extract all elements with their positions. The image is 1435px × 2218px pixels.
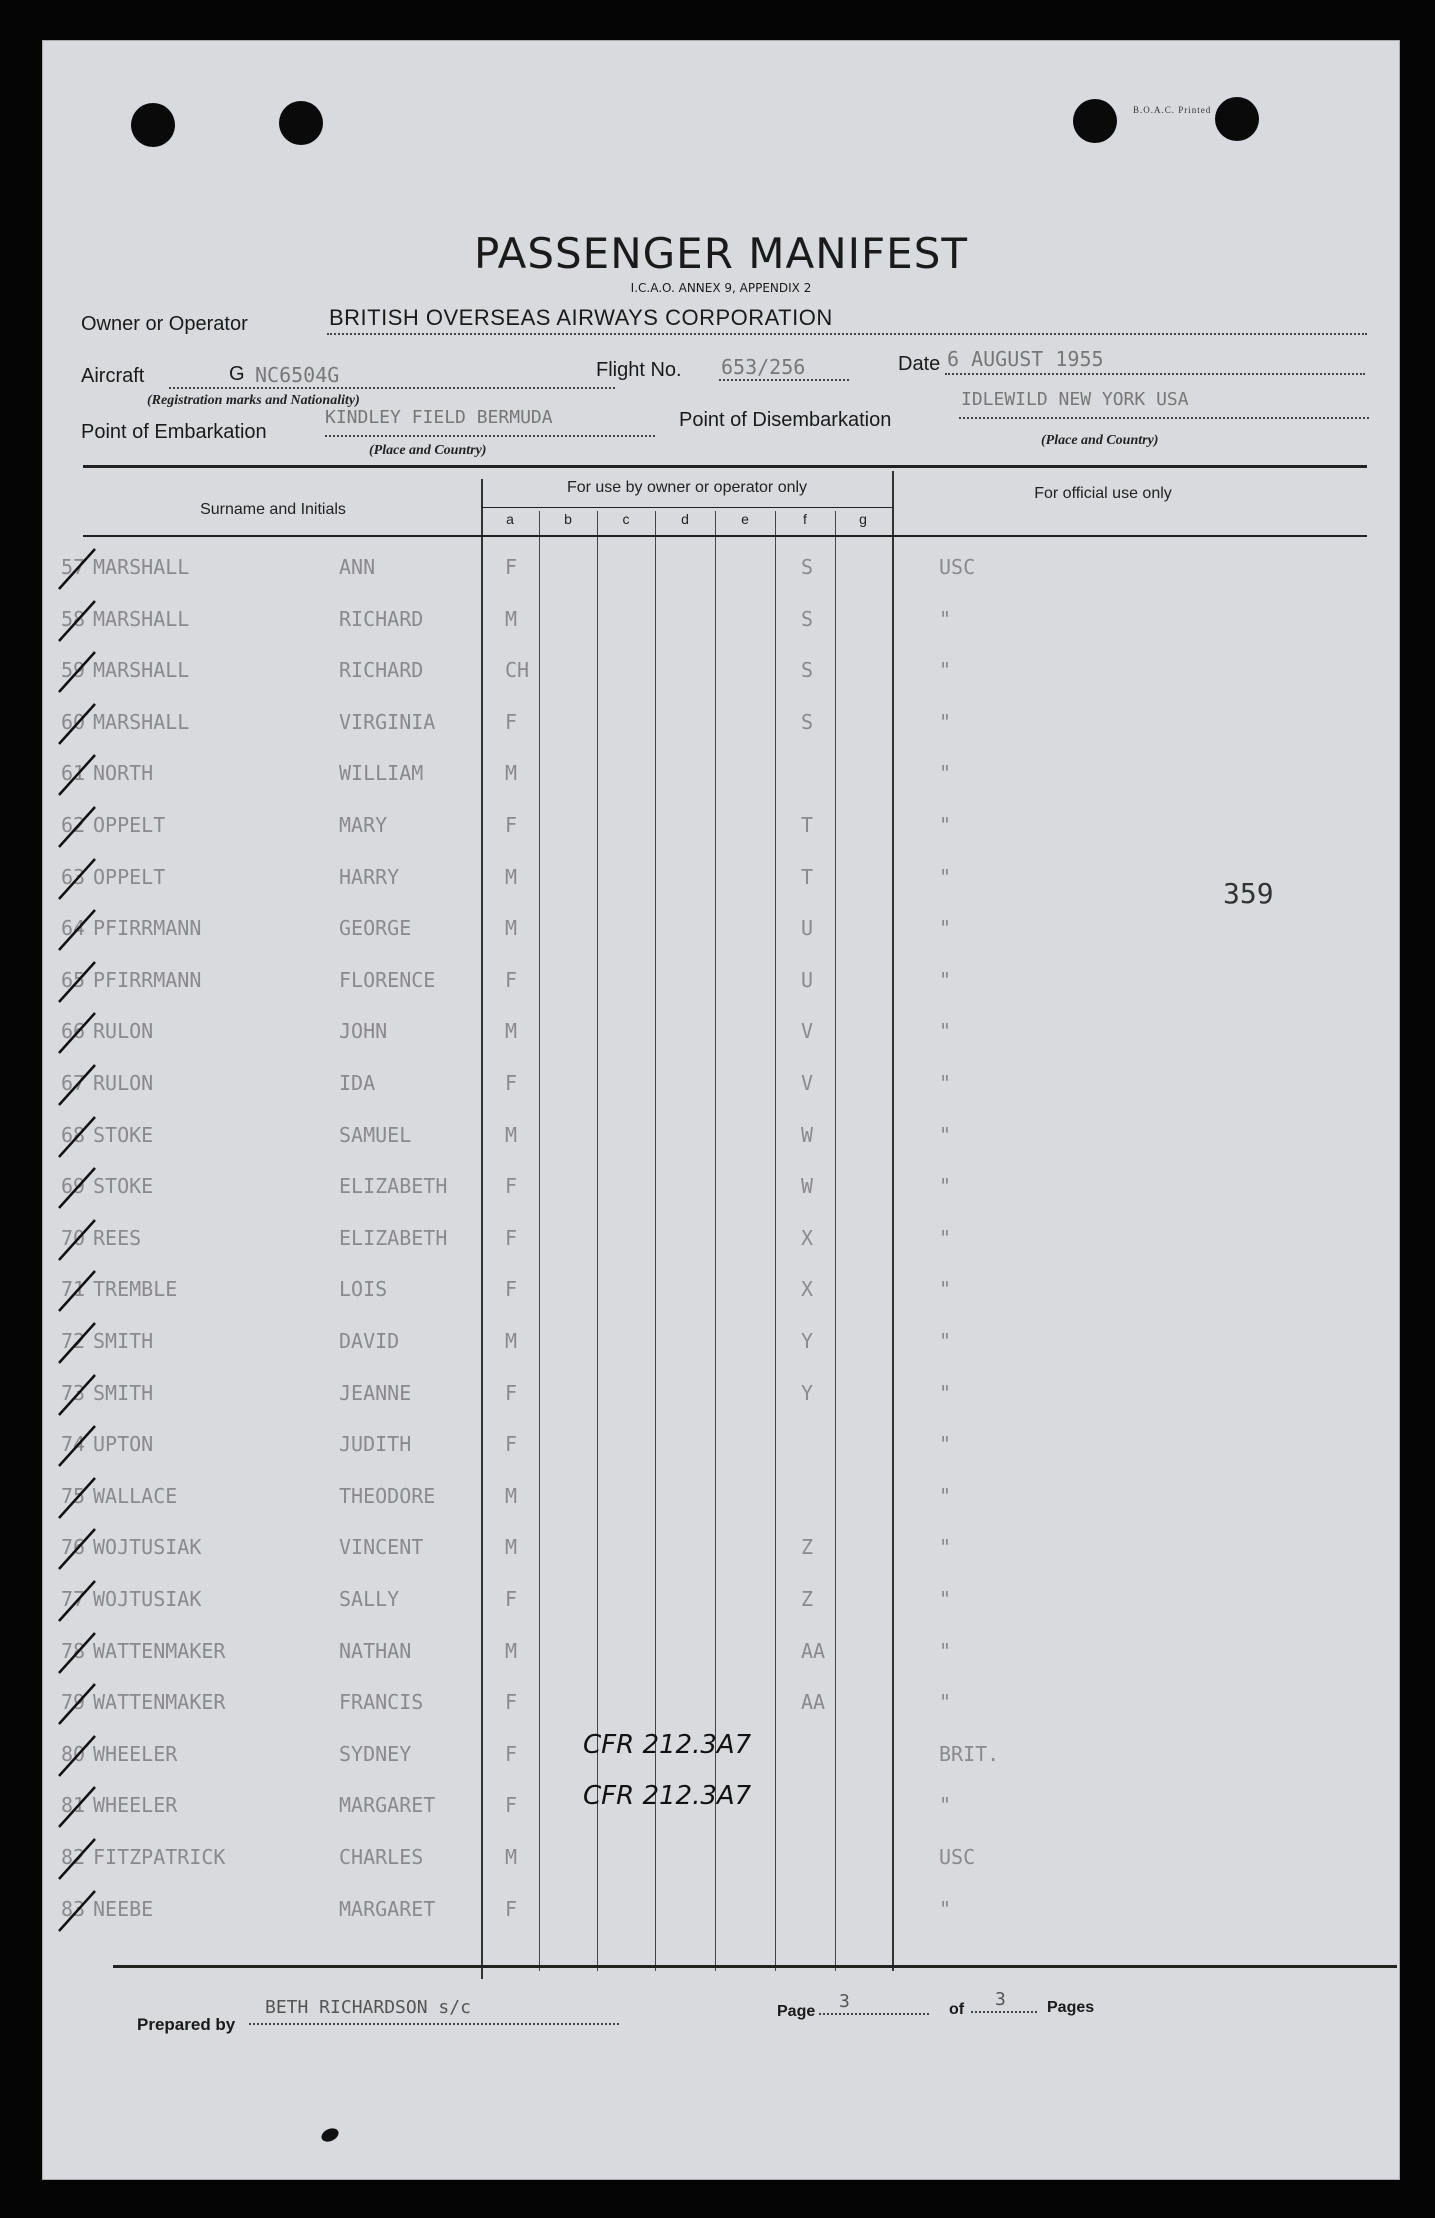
date-label: Date	[898, 353, 941, 375]
table-row	[43, 1781, 1399, 1829]
official-use: "	[939, 1690, 952, 1715]
allocation-f: V	[801, 1071, 814, 1095]
aircraft-underline	[169, 387, 615, 389]
surname: NORTH	[93, 761, 154, 786]
row-number: 61	[61, 761, 86, 786]
date-value: 6 AUGUST 1955	[947, 347, 1104, 371]
row-number: 62	[61, 813, 86, 837]
first-name: MARGARET	[339, 1793, 436, 1818]
table-row	[43, 1071, 1399, 1107]
handwritten-note: CFR 212.3A7	[583, 1729, 752, 1760]
row-number: 63	[61, 864, 86, 889]
official-use: "	[939, 967, 952, 992]
allocation-f: Y	[801, 1380, 814, 1405]
row-number: 60	[61, 709, 86, 734]
sex: F	[505, 967, 518, 992]
sex: F	[505, 1690, 518, 1715]
official-use: "	[939, 1587, 952, 1611]
allocation-f: S	[801, 658, 814, 683]
table-row	[43, 1174, 1399, 1210]
official-use: "	[939, 1277, 952, 1302]
surname: WOJTUSIAK	[93, 1587, 202, 1611]
page-underline	[819, 2013, 929, 2015]
row-number: 74	[61, 1432, 86, 1457]
prepared-underline	[249, 2023, 619, 2025]
checkmark-strike	[57, 1424, 97, 1468]
table-row	[43, 761, 1399, 797]
checkmark-strike	[57, 1373, 97, 1417]
first-name: VIRGINIA	[339, 709, 436, 734]
aircraft-prefix: G	[229, 363, 245, 385]
surname: WALLACE	[93, 1483, 178, 1508]
table-row	[43, 865, 1399, 901]
official-use: "	[939, 813, 952, 837]
sex: CH	[505, 658, 530, 683]
row-number: 77	[61, 1587, 86, 1611]
allocation-f: U	[801, 916, 814, 941]
sex: F	[505, 1793, 518, 1818]
header-bottom-rule	[83, 535, 1367, 537]
date-underline	[945, 373, 1365, 375]
table-row	[43, 658, 1399, 694]
sex: F	[505, 1741, 518, 1766]
flight-label: Flight No.	[596, 359, 682, 381]
first-name: MARGARET	[339, 1896, 436, 1921]
op-column-f: f	[803, 511, 807, 527]
official-use: "	[939, 1225, 952, 1250]
aircraft-label: Aircraft	[81, 365, 145, 387]
official-header: For official use only	[1034, 485, 1172, 502]
official-use: "	[939, 916, 952, 941]
sex: F	[505, 1277, 518, 1302]
official-use: "	[939, 1793, 952, 1818]
sex: M	[505, 1535, 518, 1560]
sex: M	[505, 864, 518, 889]
op-header-rule	[481, 507, 893, 508]
table-row	[43, 1639, 1399, 1675]
table-row	[43, 1123, 1399, 1159]
first-name: RICHARD	[339, 606, 424, 631]
row-number: 75	[61, 1483, 86, 1508]
table-row	[43, 1381, 1399, 1417]
sex: M	[505, 1638, 518, 1663]
punch-hole-2	[279, 101, 323, 145]
table-row	[43, 1845, 1399, 1881]
checkmark-strike	[57, 1682, 97, 1726]
row-number: 68	[61, 1122, 86, 1147]
allocation-f: S	[801, 709, 814, 734]
allocation-f: X	[801, 1277, 814, 1302]
row-number: 70	[61, 1225, 86, 1250]
page-title: PASSENGER MANIFEST	[473, 229, 969, 278]
first-name: RICHARD	[339, 658, 424, 683]
sex: M	[505, 1483, 518, 1508]
table-row	[43, 1897, 1399, 1933]
embark-label: Point of Embarkation	[81, 421, 267, 443]
allocation-f: Y	[801, 1329, 814, 1353]
checkmark-strike	[57, 1527, 97, 1571]
punch-hole-1	[131, 103, 175, 147]
official-use: "	[939, 864, 952, 889]
surname: OPPELT	[93, 813, 166, 837]
disembark-label: Point of Disembarkation	[679, 409, 892, 431]
embark-underline	[325, 435, 655, 437]
row-number: 71	[61, 1277, 86, 1302]
first-name: ANN	[339, 555, 376, 579]
row-number: 64	[61, 916, 86, 941]
surname: WOJTUSIAK	[93, 1535, 202, 1560]
sex: F	[505, 813, 518, 837]
handwritten-note: CFR 212.3A7	[583, 1781, 752, 1812]
first-name: SAMUEL	[339, 1122, 412, 1147]
first-name: GEORGE	[339, 916, 412, 941]
table-row	[43, 1535, 1399, 1571]
surname-header: Surname and Initials	[200, 501, 346, 518]
row-number: 67	[61, 1071, 86, 1095]
first-name: SALLY	[339, 1587, 400, 1611]
owner-label: Owner or Operator	[81, 313, 248, 335]
sex: M	[505, 916, 518, 941]
checkmark-strike	[57, 1734, 97, 1778]
checkmark-strike	[57, 1785, 97, 1829]
row-number: 82	[61, 1845, 86, 1869]
manifest-sheet	[42, 40, 1400, 2180]
row-number: 79	[61, 1690, 86, 1715]
official-use: "	[939, 1329, 952, 1353]
official-use: "	[939, 1122, 952, 1147]
first-name: HARRY	[339, 864, 400, 889]
op-column-g: g	[859, 511, 867, 527]
row-number: 66	[61, 1019, 86, 1044]
first-name: ELIZABETH	[339, 1174, 448, 1199]
checkmark-strike	[57, 650, 97, 694]
official-use: "	[939, 606, 952, 631]
surname: WATTENMAKER	[93, 1638, 226, 1663]
table-row	[43, 710, 1399, 746]
row-number: 65	[61, 967, 86, 992]
checkmark-strike	[57, 805, 97, 849]
sex: F	[505, 709, 518, 734]
checkmark-strike	[57, 1115, 97, 1159]
surname: PFIRRMANN	[93, 967, 202, 992]
of-underline	[971, 2011, 1037, 2013]
sex: M	[505, 606, 518, 631]
official-use: "	[939, 1638, 952, 1663]
first-name: CHARLES	[339, 1845, 424, 1869]
row-number: 80	[61, 1741, 86, 1766]
first-name: IDA	[339, 1071, 376, 1095]
checkmark-strike	[57, 1321, 97, 1365]
first-name: FRANCIS	[339, 1690, 424, 1715]
surname: WHEELER	[93, 1793, 178, 1818]
checkmark-strike	[57, 547, 97, 591]
table-row	[43, 555, 1399, 591]
surname: TREMBLE	[93, 1277, 178, 1302]
row-number: 73	[61, 1380, 86, 1405]
row-number: 81	[61, 1793, 86, 1818]
aircraft-note: (Registration marks and Nationality)	[147, 393, 360, 408]
prepared-value: BETH RICHARDSON s/c	[265, 1997, 471, 2018]
allocation-f: S	[801, 555, 814, 579]
table-row	[43, 1226, 1399, 1262]
table-row	[43, 1277, 1399, 1313]
surname: MARSHALL	[93, 709, 190, 734]
official-use: "	[939, 1071, 952, 1095]
flight-value: 653/256	[721, 355, 806, 379]
official-use: "	[939, 1483, 952, 1508]
checkmark-strike	[57, 1011, 97, 1055]
checkmark-strike	[57, 1269, 97, 1313]
row-number: 72	[61, 1329, 86, 1353]
sex: M	[505, 1329, 518, 1353]
page-number-stamp: 359	[1223, 877, 1274, 910]
allocation-f: W	[801, 1174, 814, 1199]
flight-underline	[719, 379, 849, 381]
official-use: USC	[939, 1845, 976, 1869]
checkmark-strike	[57, 1889, 97, 1933]
surname: PFIRRMANN	[93, 916, 202, 941]
row-number: 57	[61, 555, 86, 579]
op-column-c: c	[622, 511, 630, 527]
pages-label: Pages	[1047, 1999, 1095, 2016]
surname: SMITH	[93, 1380, 154, 1405]
allocation-f: AA	[801, 1690, 826, 1715]
first-name: THEODORE	[339, 1483, 436, 1508]
table-row	[43, 1729, 1399, 1778]
surname: UPTON	[93, 1432, 154, 1457]
first-name: DAVID	[339, 1329, 400, 1353]
prepared-label: Prepared by	[137, 2015, 236, 2034]
table-row	[43, 1019, 1399, 1055]
owner-value: BRITISH OVERSEAS AIRWAYS CORPORATION	[329, 305, 833, 330]
disembark-note: (Place and Country)	[1041, 433, 1159, 448]
table-row	[43, 1484, 1399, 1520]
op-column-b: b	[564, 511, 572, 527]
table-top-rule	[83, 465, 1367, 468]
of-label: of	[949, 2001, 965, 2018]
surname: NEEBE	[93, 1896, 154, 1921]
official-use: "	[939, 1019, 952, 1044]
allocation-f: Z	[801, 1587, 814, 1611]
first-name: SYDNEY	[339, 1741, 412, 1766]
sex: F	[505, 1380, 518, 1405]
allocation-f: V	[801, 1019, 814, 1044]
checkmark-strike	[57, 1579, 97, 1623]
row-number: 69	[61, 1174, 86, 1199]
checkmark-strike	[57, 1218, 97, 1262]
official-use: "	[939, 1432, 952, 1457]
sex: M	[505, 1122, 518, 1147]
surname: WATTENMAKER	[93, 1690, 226, 1715]
table-row	[43, 813, 1399, 849]
surname: FITZPATRICK	[93, 1845, 226, 1869]
checkmark-strike	[57, 702, 97, 746]
official-use: "	[939, 761, 952, 786]
first-name: JEANNE	[339, 1380, 412, 1405]
allocation-f: W	[801, 1122, 814, 1147]
official-use: "	[939, 1896, 952, 1921]
first-name: LOIS	[339, 1277, 388, 1302]
first-name: FLORENCE	[339, 967, 436, 992]
official-use: "	[939, 1174, 952, 1199]
row-number: 78	[61, 1638, 86, 1663]
checkmark-strike	[57, 1631, 97, 1675]
operator-header: For use by owner or operator only	[566, 479, 808, 496]
sex: M	[505, 1019, 518, 1044]
checkmark-strike	[57, 1166, 97, 1210]
table-row	[43, 1690, 1399, 1726]
row-number: 83	[61, 1896, 86, 1921]
of-value: 3	[995, 1989, 1006, 2010]
ink-blot	[319, 2126, 340, 2144]
sex: F	[505, 1432, 518, 1457]
checkmark-strike	[57, 599, 97, 643]
allocation-f: T	[801, 864, 814, 889]
disembark-value: IDLEWILD NEW YORK USA	[961, 389, 1189, 410]
official-use: "	[939, 1535, 952, 1560]
surname: MARSHALL	[93, 658, 190, 683]
disembark-underline	[959, 417, 1369, 419]
checkmark-strike	[57, 753, 97, 797]
first-name: NATHAN	[339, 1638, 412, 1663]
first-name: MARY	[339, 813, 388, 837]
punch-hole-4	[1215, 97, 1259, 141]
sex: F	[505, 1225, 518, 1250]
table-row	[43, 968, 1399, 1004]
table-bottom-rule	[113, 1965, 1397, 1968]
sex: F	[505, 1896, 518, 1921]
table-row	[43, 1329, 1399, 1365]
checkmark-strike	[57, 1476, 97, 1520]
allocation-f: Z	[801, 1535, 814, 1560]
sex: F	[505, 555, 518, 579]
official-use: "	[939, 658, 952, 683]
checkmark-strike	[57, 960, 97, 1004]
row-number: 59	[61, 658, 86, 683]
first-name: WILLIAM	[339, 761, 424, 786]
checkmark-strike	[57, 1837, 97, 1881]
printer-stamp: B.O.A.C. Printed	[1133, 105, 1212, 115]
official-use: "	[939, 1380, 952, 1405]
sex: F	[505, 1587, 518, 1611]
table-row	[43, 1587, 1399, 1623]
sex: F	[505, 1174, 518, 1199]
first-name: ELIZABETH	[339, 1225, 448, 1250]
op-column-d: d	[681, 511, 689, 527]
table-row	[43, 607, 1399, 643]
surname: SMITH	[93, 1329, 154, 1353]
surname: WHEELER	[93, 1741, 178, 1766]
surname: RULON	[93, 1019, 154, 1044]
page-value: 3	[839, 1991, 850, 2012]
official-use: USC	[939, 555, 976, 579]
allocation-f: S	[801, 606, 814, 631]
official-use: "	[939, 709, 952, 734]
page-subtitle: I.C.A.O. ANNEX 9, APPENDIX 2	[630, 281, 812, 295]
sex: F	[505, 1071, 518, 1095]
surname: RULON	[93, 1071, 154, 1095]
checkmark-strike	[57, 1063, 97, 1107]
checkmark-strike	[57, 908, 97, 952]
op-column-e: e	[741, 511, 749, 527]
surname: OPPELT	[93, 864, 166, 889]
table-row	[43, 1432, 1399, 1468]
surname: STOKE	[93, 1122, 154, 1147]
first-name: JUDITH	[339, 1432, 412, 1457]
embark-note: (Place and Country)	[369, 443, 487, 458]
allocation-f: AA	[801, 1638, 826, 1663]
sex: M	[505, 1845, 518, 1869]
sex: M	[505, 761, 518, 786]
checkmark-strike	[57, 857, 97, 901]
first-name: JOHN	[339, 1019, 388, 1044]
allocation-f: X	[801, 1225, 814, 1250]
surname: STOKE	[93, 1174, 154, 1199]
table-row	[43, 916, 1399, 952]
row-number: 58	[61, 606, 86, 631]
owner-underline	[327, 333, 1367, 335]
aircraft-value: NC6504G	[255, 363, 340, 387]
allocation-f: U	[801, 967, 814, 992]
punch-hole-3	[1073, 99, 1117, 143]
first-name: VINCENT	[339, 1535, 424, 1560]
row-number: 76	[61, 1535, 86, 1560]
op-column-a: a	[506, 511, 514, 527]
surname: REES	[93, 1225, 142, 1250]
page-label: Page	[777, 2003, 816, 2020]
surname: MARSHALL	[93, 555, 190, 579]
embark-value: KINDLEY FIELD BERMUDA	[325, 407, 553, 428]
allocation-f: T	[801, 813, 814, 837]
surname: MARSHALL	[93, 606, 190, 631]
official-use: BRIT.	[939, 1741, 1000, 1766]
